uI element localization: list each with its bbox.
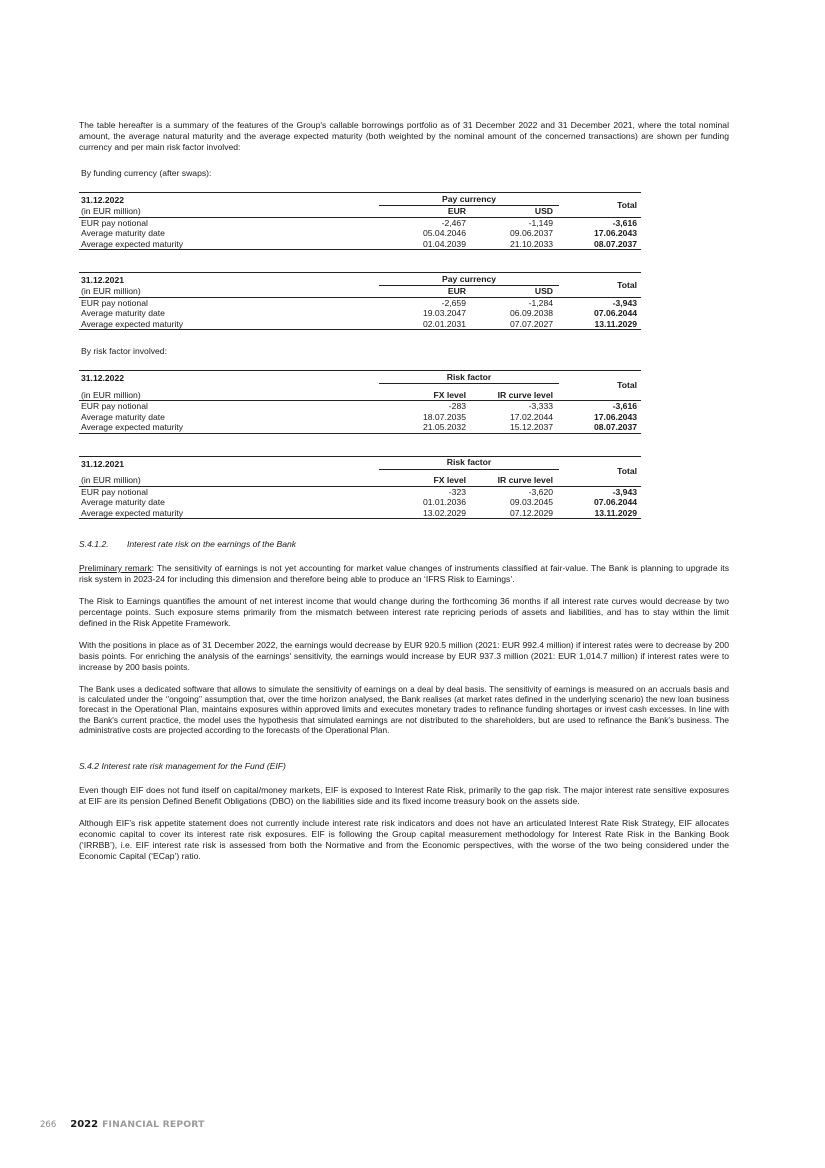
col-header-a: FX level [379,469,474,486]
risk-to-earnings-paragraph: The Risk to Earnings quantifies the amount of net interest income that would change during the forthcoming 36 months if all interest rate curves would decrease by two percentage points. Such exposure stems primarily from the mismatch between interest rate repricing periods of assets and liabilities, and has to stay within the limit defined in the Risk Appetite Framework. [79,596,729,628]
risk-table-2021 [79,456,641,520]
cell-b: 15.12.2037 [474,422,559,433]
table-group-header: Risk factor [379,371,559,384]
row-label: EUR pay notional [81,217,148,228]
row-label: Average expected maturity [79,508,379,519]
cell-total: 13.11.2029 [559,508,641,519]
report-year: 2022 [70,1119,99,1130]
report-title: FINANCIAL REPORT [102,1119,205,1130]
cell-a: -2,467 [441,217,466,228]
cell-total: 13.11.2029 [559,319,641,330]
col-header-b: IR curve level [474,469,559,486]
cell-total: -3,616 [612,217,638,228]
table-row [79,319,641,330]
cell-b: 06.09.2038 [510,308,554,318]
row-label: Average maturity date [81,228,165,238]
cell-total: 17.06.2043 [594,228,638,238]
cell-total: 08.07.2037 [559,239,641,250]
table-row [79,308,641,319]
section-title: Interest rate risk on the earnings of the Bank [127,539,297,549]
table-row [79,422,641,433]
cell-a: 05.04.2046 [422,228,466,238]
cell-b: 17.02.2044 [510,411,554,422]
cell-a: 21.05.2032 [379,422,474,433]
table-unit: (in EUR million) [79,286,379,298]
total-header: Total [559,371,641,401]
eif-risk-appetite-paragraph: Although EIF's risk appetite statement does not currently include interest rate risk indicators and does not have an articulated Interest Rate Risk Strategy, EIF allocates economic capital to cover its interest rate risk exposures. EIF is following the Group capital measurement methodology for Interest Rate Risk in the Banking Book (‘IRRBB’), i.e. EIF interest rate risk is assessed from both the Normative and from the Economic perspectives, with the worse of the two being considered under the Economic Capital (‘ECap’) ratio. [79,818,729,862]
cell-b: 21.10.2033 [474,239,559,250]
cell-a: -323 [448,486,466,497]
total-header: Total [559,193,641,218]
cell-a: 01.01.2036 [422,497,466,507]
eif-exposure-paragraph: Even though EIF does not fund itself on capital/money markets, EIF is exposed to Interest Rate Risk, primarily to the gap risk. The major interest rate sensitive exposures at EIF are its pension Defined Benefit Obligations (DBO) on the liabilities side and its fixed income treasury book on the assets side. [79,785,729,807]
cell-a: 02.01.2031 [379,319,474,330]
cell-a: 01.04.2039 [379,239,474,250]
cell-total: 17.06.2043 [594,411,638,422]
cell-b: 09.03.2045 [510,497,554,507]
intro-paragraph: The table hereafter is a summary of the features of the Group's callable borrowings portfolio as of 31 December 2022 and 31 December 2021, where the total nominal amount, the average natural maturity and the average expected maturity (both weighted by the nominal amount of the concerned transactions) are shown per funding currency and per main risk factor involved: [79,120,729,152]
table-date: 31.12.2021 [79,456,379,469]
table-row [79,228,641,239]
currency-table-2022 [79,192,641,250]
table-row [79,412,641,423]
page-content [79,120,729,873]
cell-a: 19.03.2047 [422,308,466,318]
cell-total: -3,943 [612,297,638,308]
cell-total: -3,616 [612,401,638,411]
col-header-b: USD [474,206,559,218]
row-label: Average maturity date [81,308,165,318]
row-label: Average expected maturity [79,319,379,330]
cell-a: 13.02.2029 [379,508,474,519]
table-row [79,497,641,508]
cell-b: -1,284 [528,297,554,308]
table-unit: (in EUR million) [79,469,379,486]
page-footer [40,1119,205,1130]
table-row [79,486,641,497]
table-group-header: Pay currency [379,273,559,286]
total-header: Total [559,273,641,298]
caption-by-currency: By funding currency (after swaps): [81,168,212,178]
cell-total: 08.07.2037 [559,422,641,433]
table-row [79,239,641,250]
row-label: EUR pay notional [81,401,148,411]
col-header-a: EUR [379,206,474,218]
cell-a: -283 [448,401,466,411]
cell-total: 07.06.2044 [594,497,638,507]
row-label: EUR pay notional [81,297,148,308]
caption-by-risk: By risk factor involved: [81,346,167,356]
software-paragraph: The Bank uses a dedicated software that allows to simulate the sensitivity of earnings on a deal by deal basis. The sensitivity of earnings is measured on an accruals basis and is calculated under the ‘’ongoing’’ assumption that, over the time horizon analysed, the Bank realises (at market rates defined in the underlying scenario) the new loan business forecast in the Operational Plan, maintains exposures within approved limits and executes monetary trades to refinance funding shortages or invest cash excesses. In line with the Bank's current practice, the model uses the hypothesis that simulated earnings are not distributed to the shareholders, but are used to refinance the Bank's business. The administrative costs are projected according to the forecasts of the Operational Plan. [79,684,729,735]
section-heading-42: S.4.2 Interest rate risk management for the Fund (EIF) [79,761,286,772]
risk-table-2022 [79,370,641,434]
row-label: Average expected maturity [79,239,379,250]
currency-table-2021 [79,272,641,330]
table-row [79,297,641,308]
preliminary-remark-text: : The sensitivity of earnings is not yet accounting for market value changes of instruments classified at fair-value. The Bank is planning to upgrade its risk system in 2023-24 for including this dimension and therefore being able to produce an ‘IFRS Risk to Earnings’. [79,563,729,584]
table-date: 31.12.2022 [79,193,379,206]
row-label: Average expected maturity [79,422,379,433]
earnings-sensitivity-paragraph: With the positions in place as of 31 December 2022, the earnings would decrease by EUR 920.5 million (2021: EUR 992.4 million) if interest rates were to decrease by 200 basis points. For enriching the analysis of the earnings' sensitivity, the earnings would increase by EUR 937.3 million (2021: EUR 1,014.7 million) if interest rates were to increase by 200 basis points. [79,640,729,672]
table-row [79,217,641,228]
col-header-b: IR curve level [474,384,559,401]
row-label: EUR pay notional [81,486,148,497]
col-header-a: EUR [379,286,474,298]
col-header-a: FX level [379,384,474,401]
row-label: Average maturity date [81,497,165,507]
cell-total: 07.06.2044 [594,308,638,318]
col-header-b: USD [474,286,559,298]
cell-b: 07.07.2027 [474,319,559,330]
preliminary-remark-paragraph [79,563,729,585]
cell-total: -3,943 [612,486,638,497]
table-unit: (in EUR million) [79,384,379,401]
section-number: S.4.1.2. [79,539,109,549]
cell-b: 09.06.2037 [510,228,554,238]
table-date: 31.12.2021 [79,273,379,286]
table-group-header: Pay currency [379,193,559,206]
cell-b: -3,620 [528,486,554,497]
cell-b: 07.12.2029 [474,508,559,519]
cell-b: -1,149 [528,217,554,228]
section-heading-412 [79,539,729,550]
table-row [79,401,641,412]
page-number: 266 [40,1120,57,1130]
table-date: 31.12.2022 [79,371,379,384]
cell-a: 18.07.2035 [422,411,466,422]
table-row [79,508,641,519]
row-label: Average maturity date [81,411,165,422]
table-group-header: Risk factor [379,456,559,469]
cell-a: -2,659 [441,297,466,308]
cell-b: -3,333 [528,401,554,411]
total-header: Total [559,456,641,486]
table-unit: (in EUR million) [79,206,379,218]
preliminary-remark-label: Preliminary remark [79,563,152,573]
